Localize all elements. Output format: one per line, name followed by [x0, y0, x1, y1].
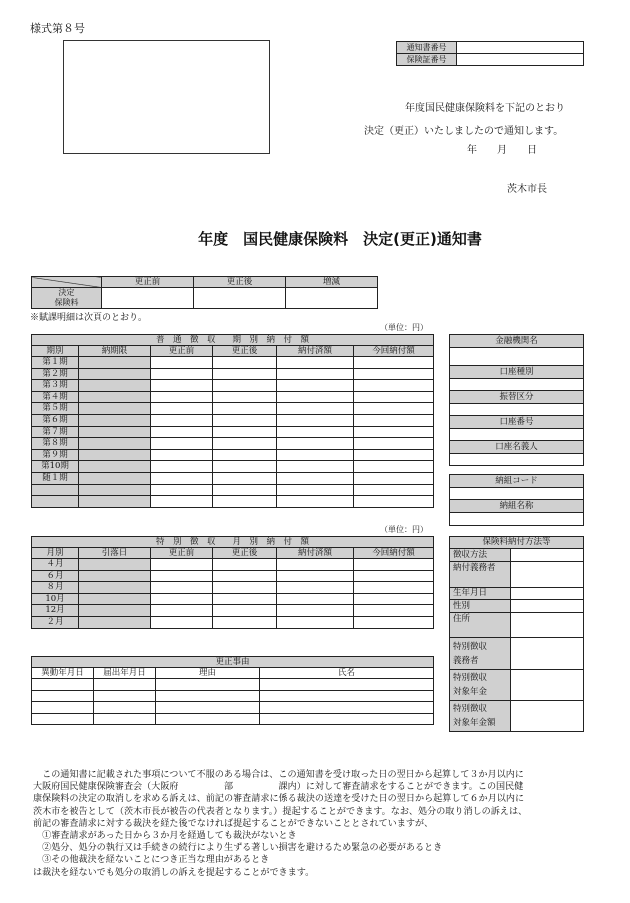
- ordinary-period-row-label: 第６期: [32, 414, 79, 426]
- special-month-row-cell: [277, 593, 354, 605]
- collection-method-value: [511, 549, 584, 562]
- collection-method-label: 徴収方法: [450, 549, 511, 562]
- ordinary-period-row-cell: [79, 461, 151, 473]
- special-obligor-label: 特別徴収 義務者: [450, 638, 511, 670]
- ordinary-period-row-cell: [79, 368, 151, 380]
- summary-after-value: [194, 288, 286, 309]
- special-header-debit-date: 引落日: [79, 548, 151, 559]
- reason-header-reason: 理由: [156, 668, 260, 679]
- special-month-row-label: 12月: [32, 605, 79, 617]
- special-month-row-cell: [354, 582, 434, 594]
- ordinary-period-row-cell: [354, 484, 434, 496]
- special-month-row-cell: [79, 559, 151, 571]
- ordinary-period-row-cell: [277, 391, 354, 403]
- ordinary-period-row-cell: [277, 357, 354, 369]
- special-month-row-cell: [79, 570, 151, 582]
- intro-line-1: 年度国民健康保険料を下記のとおり: [405, 103, 565, 114]
- insurance-number-value: [457, 54, 584, 66]
- payment-method-table: [449, 536, 584, 732]
- special-header-after: 更正後: [213, 548, 277, 559]
- gender-value: [511, 600, 584, 613]
- special-month-row-cell: [79, 605, 151, 617]
- bank-name-value: [450, 348, 584, 366]
- ordinary-period-row-cell: [79, 449, 151, 461]
- ordinary-header-after: 更正後: [213, 346, 277, 357]
- ordinary-period-row-cell: [213, 472, 277, 484]
- ordinary-period-row-cell: [213, 368, 277, 380]
- transfer-class-value: [450, 404, 584, 416]
- page-title: 年度 国民健康保険料 決定(更正)通知書: [198, 230, 482, 248]
- account-type-label: 口座種別: [450, 366, 584, 379]
- ordinary-period-row-cell: [79, 380, 151, 392]
- ordinary-period-row: [32, 496, 434, 508]
- special-month-row-label: ４月: [32, 559, 79, 571]
- ordinary-period-row-label: 第３期: [32, 380, 79, 392]
- ordinary-header-current: 今回納付額: [354, 346, 434, 357]
- ordinary-period-row-cell: [213, 391, 277, 403]
- account-holder-label: 口座名義人: [450, 441, 584, 454]
- ordinary-period-row: [32, 391, 434, 403]
- ordinary-period-row-cell: [277, 438, 354, 450]
- ordinary-period-row-cell: [354, 368, 434, 380]
- special-month-row-label: ２月: [32, 616, 79, 628]
- address-value: [511, 613, 584, 638]
- special-month-row-cell: [354, 616, 434, 628]
- group-code-value: [450, 488, 584, 500]
- special-month-row-cell: [151, 616, 213, 628]
- ordinary-period-row-cell: [79, 414, 151, 426]
- special-month-row-cell: [151, 582, 213, 594]
- ordinary-period-row-cell: [354, 438, 434, 450]
- ordinary-period-row-cell: [151, 496, 213, 508]
- special-month-row-cell: [151, 570, 213, 582]
- ordinary-period-row-cell: [213, 484, 277, 496]
- appeal-notice: [33, 769, 599, 879]
- special-month-row-cell: [213, 605, 277, 617]
- summary-before-value: [102, 288, 194, 309]
- special-month-row-cell: [151, 559, 213, 571]
- ordinary-header-before: 更正前: [151, 346, 213, 357]
- special-month-row-cell: [79, 593, 151, 605]
- special-title: 特 別 徴 収 月 別 納 付 額: [32, 537, 434, 548]
- special-month-row-cell: [151, 593, 213, 605]
- summary-header-diff: 増減: [286, 277, 378, 288]
- ordinary-period-row-cell: [151, 449, 213, 461]
- ordinary-period-row-cell: [213, 426, 277, 438]
- bank-name-label: 金融機関名: [450, 335, 584, 348]
- special-month-row: [32, 570, 434, 582]
- ordinary-period-row-cell: [213, 414, 277, 426]
- special-month-row-cell: [277, 582, 354, 594]
- ordinary-period-row: [32, 357, 434, 369]
- birth-date-value: [511, 588, 584, 600]
- special-month-row-cell: [213, 616, 277, 628]
- account-type-value: [450, 379, 584, 391]
- intro-line-2: 決定（更正）いたしましたので通知します。: [364, 126, 564, 137]
- notice-line: ③その他裁決を経ないことにつき正当な理由があるとき: [33, 855, 270, 866]
- group-name-value: [450, 513, 584, 526]
- ordinary-title: 普 通 徴 収 期 別 納 付 額: [32, 335, 434, 346]
- gender-label: 性別: [450, 600, 511, 613]
- notice-number-label: 通知書番号: [397, 42, 457, 54]
- special-month-row-label: ８月: [32, 582, 79, 594]
- notice-line: ①審査請求があった日から３か月を経過しても裁決がないとき: [33, 831, 297, 842]
- ordinary-period-row-cell: [354, 496, 434, 508]
- birth-date-label: 生年月日: [450, 588, 511, 600]
- ordinary-period-row-label: 第８期: [32, 438, 79, 450]
- special-obligor-value: [511, 638, 584, 670]
- breakdown-note: ※賦課明細は次頁のとおり。: [30, 313, 148, 323]
- ordinary-period-row: [32, 403, 434, 415]
- ordinary-period-row-cell: [213, 461, 277, 473]
- issue-date: 年 月 日: [467, 145, 537, 156]
- obligor-label: 納付義務者: [450, 562, 511, 588]
- ordinary-period-row-label: 第10期: [32, 461, 79, 473]
- ordinary-period-row-label: 第９期: [32, 449, 79, 461]
- special-header-before: 更正前: [151, 548, 213, 559]
- transfer-class-label: 振替区分: [450, 391, 584, 404]
- ordinary-period-row-cell: [79, 426, 151, 438]
- reference-number-table: [396, 41, 584, 66]
- ordinary-period-row-cell: [151, 368, 213, 380]
- ordinary-period-row: [32, 368, 434, 380]
- ordinary-period-row-cell: [151, 438, 213, 450]
- ordinary-period-row-cell: [213, 496, 277, 508]
- account-number-value: [450, 429, 584, 441]
- ordinary-period-row-cell: [354, 449, 434, 461]
- special-month-row-cell: [354, 570, 434, 582]
- ordinary-period-row-label: 随１期: [32, 472, 79, 484]
- special-month-row-cell: [79, 616, 151, 628]
- ordinary-period-row-label: [32, 484, 79, 496]
- ordinary-period-row-cell: [277, 449, 354, 461]
- unit-label-1: （単位：円）: [380, 323, 428, 332]
- ordinary-period-row-cell: [79, 484, 151, 496]
- unit-label-2: （単位：円）: [380, 525, 428, 534]
- ordinary-period-row-cell: [354, 414, 434, 426]
- ordinary-period-row-cell: [277, 484, 354, 496]
- ordinary-period-row-cell: [79, 403, 151, 415]
- ordinary-period-row-cell: [213, 438, 277, 450]
- ordinary-period-row-cell: [354, 403, 434, 415]
- ordinary-period-row-label: 第５期: [32, 403, 79, 415]
- ordinary-period-row-label: 第２期: [32, 368, 79, 380]
- reason-header-change-date: 異動年月日: [32, 668, 94, 679]
- ordinary-period-row-cell: [354, 461, 434, 473]
- special-month-row-cell: [213, 582, 277, 594]
- notice-number-value: [457, 42, 584, 54]
- special-pension-amount-value: [511, 701, 584, 732]
- ordinary-collection-table: [31, 334, 434, 508]
- special-month-row-cell: [151, 605, 213, 617]
- special-header-paid: 納付済額: [277, 548, 354, 559]
- reason-title: 更正事由: [32, 657, 434, 668]
- special-collection-table: [31, 536, 434, 629]
- account-number-label: 口座番号: [450, 416, 584, 429]
- ordinary-period-row-label: 第１期: [32, 357, 79, 369]
- ordinary-period-row-cell: [277, 380, 354, 392]
- ordinary-period-row: [32, 380, 434, 392]
- special-month-row: [32, 605, 434, 617]
- special-month-row: [32, 616, 434, 628]
- ordinary-period-row-cell: [277, 368, 354, 380]
- special-month-row-label: ６月: [32, 570, 79, 582]
- notice-line: は裁決を経ないでも処分の取消しの訴えを提起することができます。: [33, 867, 315, 878]
- special-month-row-cell: [213, 593, 277, 605]
- ordinary-period-row-cell: [79, 496, 151, 508]
- ordinary-period-row: [32, 461, 434, 473]
- summary-header-before: 更正前: [102, 277, 194, 288]
- ordinary-period-row-cell: [354, 426, 434, 438]
- special-month-row: [32, 559, 434, 571]
- summary-table: [31, 276, 378, 309]
- special-month-row-cell: [277, 616, 354, 628]
- ordinary-period-row: [32, 426, 434, 438]
- special-month-row-cell: [277, 559, 354, 571]
- ordinary-period-row: [32, 449, 434, 461]
- ordinary-period-row-cell: [213, 357, 277, 369]
- reason-header-name: 氏名: [260, 668, 434, 679]
- ordinary-header-paid: 納付済額: [277, 346, 354, 357]
- ordinary-period-row-cell: [151, 484, 213, 496]
- ordinary-period-row-cell: [277, 461, 354, 473]
- ordinary-header-period: 期別: [32, 346, 79, 357]
- ordinary-period-row-cell: [79, 438, 151, 450]
- special-month-row-cell: [79, 582, 151, 594]
- special-month-row-cell: [277, 570, 354, 582]
- ordinary-period-row-cell: [151, 380, 213, 392]
- ordinary-period-row-cell: [79, 357, 151, 369]
- ordinary-period-row-cell: [151, 391, 213, 403]
- special-month-row: [32, 582, 434, 594]
- ordinary-period-row-cell: [213, 380, 277, 392]
- notice-line: この通知書に記載された事項について不服のある場合は、この通知書を受け取った日の翌日から起算して３か月以内に: [33, 770, 524, 780]
- ordinary-header-due: 納期限: [79, 346, 151, 357]
- special-month-row-label: 10月: [32, 593, 79, 605]
- summary-row-label: 決定 保険料: [32, 288, 102, 309]
- ordinary-period-row-cell: [213, 403, 277, 415]
- group-name-label: 納組名称: [450, 500, 584, 513]
- ordinary-period-row-cell: [277, 414, 354, 426]
- group-code-label: 納組コード: [450, 475, 584, 488]
- summary-header-after: 更正後: [194, 277, 286, 288]
- notice-line: 康保険料の決定の取消しを求める訴えは、前記の審査請求に係る裁決の送達を受けた日の翌日から起算して６か月以内に: [33, 794, 525, 805]
- account-holder-value: [450, 454, 584, 466]
- ordinary-period-row-cell: [277, 426, 354, 438]
- special-month-row: [32, 593, 434, 605]
- form-number: 様式第８号: [30, 22, 85, 35]
- notice-line: ②処分、処分の執行又は手続きの続行により生ずる著しい損害を避けるため緊急の必要があるとき: [33, 843, 443, 854]
- special-month-row-cell: [354, 593, 434, 605]
- special-month-row-cell: [213, 559, 277, 571]
- ordinary-period-row-cell: [151, 461, 213, 473]
- special-pension-value: [511, 670, 584, 701]
- special-month-row-cell: [354, 605, 434, 617]
- reason-header-report-date: 届出年月日: [94, 668, 156, 679]
- special-pension-amount-label: 特別徴収 対象年金額: [450, 701, 511, 732]
- notice-line: 茨木市を被告として（茨木市長が被告の代表者となります。）提起することができます。なお、処分の取り消しの訴えは、: [33, 806, 528, 817]
- notice-line: 大阪府国民健康保険審査会（大阪府 部 課内）に対して審査請求をすることができます。この国民健: [33, 782, 524, 793]
- ordinary-period-row-label: 第４期: [32, 391, 79, 403]
- ordinary-period-row-cell: [277, 403, 354, 415]
- ordinary-period-row-cell: [354, 391, 434, 403]
- special-month-row-cell: [213, 570, 277, 582]
- ordinary-period-row-cell: [79, 391, 151, 403]
- bank-info-table: [449, 334, 584, 466]
- ordinary-period-row-label: 第７期: [32, 426, 79, 438]
- ordinary-period-row-cell: [151, 472, 213, 484]
- ordinary-period-row-cell: [151, 426, 213, 438]
- ordinary-period-row-cell: [354, 357, 434, 369]
- payment-group-table: [449, 474, 584, 526]
- ordinary-period-row-cell: [354, 380, 434, 392]
- ordinary-period-row-cell: [277, 472, 354, 484]
- summary-diff-value: [286, 288, 378, 309]
- ordinary-period-row-cell: [213, 449, 277, 461]
- special-pension-label: 特別徴収 対象年金: [450, 670, 511, 701]
- ordinary-period-row: [32, 472, 434, 484]
- special-header-month: 月別: [32, 548, 79, 559]
- issuer-name: 茨木市長: [507, 184, 547, 195]
- ordinary-period-row-cell: [151, 403, 213, 415]
- special-month-row-cell: [354, 559, 434, 571]
- ordinary-period-row-cell: [151, 357, 213, 369]
- obligor-value: [511, 562, 584, 588]
- special-month-row-cell: [277, 605, 354, 617]
- ordinary-period-row-label: [32, 496, 79, 508]
- ordinary-period-row: [32, 484, 434, 496]
- address-window-box: [63, 40, 270, 154]
- ordinary-period-row-cell: [79, 472, 151, 484]
- ordinary-period-row-cell: [151, 414, 213, 426]
- ordinary-period-row: [32, 414, 434, 426]
- insurance-number-label: 保険証番号: [397, 54, 457, 66]
- summary-corner: [32, 277, 102, 288]
- ordinary-period-row-cell: [354, 472, 434, 484]
- ordinary-period-row: [32, 438, 434, 450]
- ordinary-period-row-cell: [277, 496, 354, 508]
- notice-line: 前記の審査請求に対する裁決を経た後でなければ提起することができないこととされていますが、: [33, 818, 434, 829]
- payment-method-title: 保険料納付方法等: [450, 537, 584, 549]
- revision-reason-table: [31, 656, 434, 725]
- special-header-current: 今回納付額: [354, 548, 434, 559]
- address-label: 住所: [450, 613, 511, 638]
